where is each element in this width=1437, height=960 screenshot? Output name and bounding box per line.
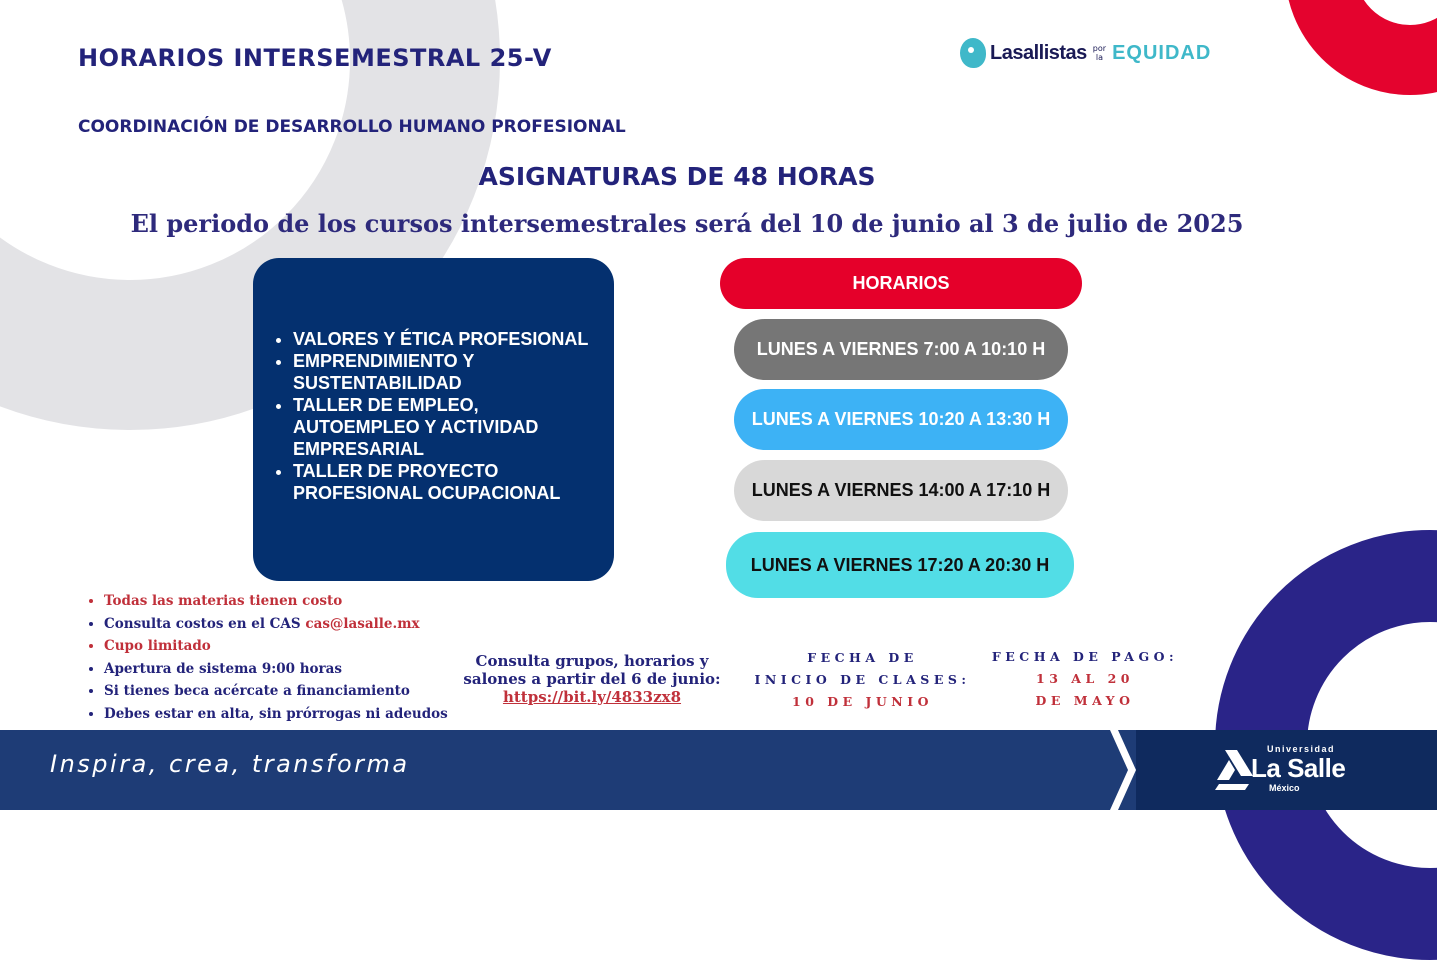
page-title: HORARIOS INTERSEMESTRAL 25-V [78,44,552,72]
period-text: El periodo de los cursos intersemestrales será del 10 de junio al 3 de julio de 2025 [130,209,1244,238]
brand-por: por [1092,44,1107,53]
start-date-label-2: INICIO DE CLASES: [754,672,971,687]
note-system-opening [104,658,448,681]
schedule-slot-1: LUNES A VIERNES 7:00 A 10:10 H [734,319,1068,380]
note-consult-costs [104,613,448,636]
subject-item: • TALLER DE EMPLEO, AUTOEMPLEO Y ACTIVIDAD EMPRESARIAL [293,394,604,460]
note-consult-costs-text: Consulta costos en el CAS [104,615,306,632]
consult-groups [458,652,726,706]
start-date-block [745,647,980,713]
brand-name: Lasallistas [990,41,1087,64]
note-limited [104,635,448,658]
lasalle-logo [1215,742,1365,798]
lasalle-univ: Universidad [1267,744,1336,754]
note-limited-text: Cupo limitado [104,638,211,654]
tagline: Inspira, crea, transforma [50,750,410,778]
lasalle-name: La Salle [1251,753,1346,783]
brand-por-la [1093,44,1106,62]
start-date-value: 10 DE JUNIO [792,694,933,709]
payment-date-label: FECHA DE PAGO: [991,649,1179,664]
schedule-slot-3: LUNES A VIERNES 14:00 A 17:10 H [734,460,1068,521]
head-profile-icon [960,38,986,68]
subjects-box [253,258,614,581]
note-scholarship [104,680,448,703]
lasallistas-equidad-logo [960,36,1211,70]
subject-item: • TALLER DE PROYECTO PROFESIONAL OCUPACIONAL [293,460,604,504]
payment-date-value-2: DE MAYO [1035,693,1135,708]
lasalle-star-icon [1215,746,1255,792]
consult-groups-text: Consulta grupos, horarios y salones a partir del 6 de junio: [463,652,721,688]
notes-list [85,590,448,725]
start-date-label-1: FECHA DE [807,650,918,665]
note-enrollment [104,703,448,726]
payment-date-value-1: 13 AL 20 [1036,671,1134,686]
schedules-heading: HORARIOS [720,258,1082,309]
decorative-ring-red [1285,0,1437,95]
note-cost [104,590,448,613]
note-enrollment-text: Debes estar en alta, sin prórrogas ni adeudos [104,705,448,722]
schedule-slot-2: LUNES A VIERNES 10:20 A 13:30 H [734,389,1068,450]
lasalle-country: México [1269,783,1300,793]
brand-equidad: EQUIDAD [1112,41,1212,64]
subject-item: • EMPRENDIMIENTO Y SUSTENTABILIDAD [293,350,604,394]
schedule-slot-4: LUNES A VIERNES 17:20 A 20:30 H [726,532,1074,598]
payment-date-block [980,646,1190,712]
footer-chevron-icon [1110,730,1146,810]
cas-email-link[interactable]: cas@lasalle.mx [305,615,420,632]
subject-item: • VALORES Y ÉTICA PROFESIONAL [293,328,604,350]
note-scholarship-text: Si tienes beca acércate a financiamiento [104,683,410,699]
subjects-list [273,328,604,504]
section-title: ASIGNATURAS DE 48 HORAS [478,162,876,191]
brand-la: la [1095,53,1103,62]
note-cost-text: Todas las materias tienen costo [104,593,343,609]
consult-url-link[interactable]: https://bit.ly/4833zx8 [502,688,682,706]
note-system-opening-text: Apertura de sistema 9:00 horas [104,660,342,677]
coordination-title: COORDINACIÓN DE DESARROLLO HUMANO PROFESIONAL [78,117,626,137]
